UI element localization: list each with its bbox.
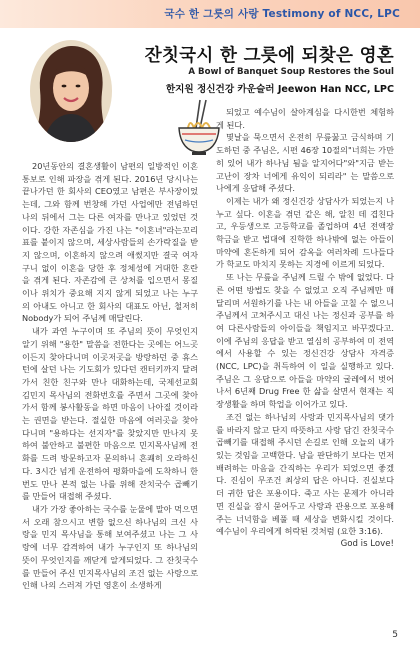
paragraph: 20년동안의 결혼생활이 남편의 일방적인 이혼 통보로 인해 파장을 겪게 된다. 2016년 당시나는 끝나가던 한 회사의 CEO였고 남편은 부사장이었는데, 그와 함께 번창해 가던 사업에만 전념하던 나의 뒤에서 그는 다른 여자를 만나고 있었던 것이다. 강한 자존심을 가진 나는 "이혼녀"라는꼬리표를 붙이지 않으며, 세상사람들의 손가락질을 받지 않으며, 이혼하지 않으려 애썼지만 결국 여자구니 없이 이혼을 당한 후 정체성에 거대한 혼란을 겪게 된다. 자존감에 큰 상처를 입으면서 몽질이나 위치가 중요해 지지 않게 되었고 나는 누구의 아내도 아니고 한 회사의 대표도 아닌, 철저히 Nobody가 되어 주님께 매달린다. xyxy=(22,161,198,324)
paragraph: 되었고 예수님이 살아계심을 다시한번 체험하게 된다. xyxy=(216,107,394,130)
closing-line: God is Love! xyxy=(340,538,394,549)
author-photo xyxy=(30,40,112,142)
paragraph: 이제는 내가 왜 정신건강 상담사가 되었는지 나누고 싶다. 이혼을 겪던 같은 해, 알친 데 겹친다고, 우등생으로 고등학교를 졸업하며 4년 전액장학금을 받고 법대에 진학한 하나밖에 없는 아들이 마약에 혼돈하게 되어 감옥을 여러차례 드나들다가 학교도 마치지 못하는 지경에 이르게 되었다. xyxy=(216,195,394,270)
paragraph: 내가 과연 누구이며 또 주님의 뜻이 무엇인지 알기 위해 "용한" 말씀을 전한다는 곳에는 어느곳이든지 찾아다니며 이곳저곳을 방랑하던 중 휴스턴에 살던 나는 기도회가 있다던 캔터키까지 달려가서 친한 친구와 만나 대화하는데, 국제선교회 김민지 목사님의 전화번호를 주면서 그곳에 찾아가서 함께 봉사활동을 하면 마음이 나아질 것이라는 권면을 받는다. 절실한 마음에 여러곳을 찾아다니며 "용하다는 선지자"를 찾았지만 만나지 못하여 불안하고 불편한 마음으로 민지목사님께 전화를 드려 방문하고자 문의하니 흔쾌히 오라하신다. 3시간 넘게 운전하여 평화마을에 도착하니 한번도 만나 본적 없는 나를 위해 잔치국수 곱빼기를 만들어 대접해 주셨다. xyxy=(22,326,198,502)
left-column xyxy=(22,160,198,640)
running-header: 국수 한 그릇의 사랑 Testimony of NCC, LPC xyxy=(164,8,400,20)
author-byline: 한지원 정신건강 카운슬러 Jeewon Han NCC, LPC xyxy=(165,84,394,95)
paragraph: 또 나는 무릎을 주님께 드릴 수 밖에 없었다. 다른 어떤 방법도 찾을 수 없었고 오직 주님께만 매달리며 서원하기를 나는 내 아들을 고칠 수 없으니 주님께서 고쳐주시고 대신 나는 정신과 공부를 하여 다른사람들의 아이들을 책임지고 바꾸겠다고. 이에 주님의 응답을 받고 열심히 공부하여 미 전역에서 사용할 수 있는 정신건강 상담사 자격증 (NCC, LPC)을 취득하여 이 일을 실행하고 있다. 주님은 그 응답으로 아들을 마약의 굴레에서 벗어나서 6년째 Drug Free 한 삶을 살면서 현재는 직장생활을 하며 학업을 이어가고 있다. xyxy=(216,272,394,410)
article-title-korean: 잔칫국시 한 그릇에 되찾은 영혼 xyxy=(144,46,394,66)
paragraph: 몇날을 묵으면서 온전히 무릎꿇고 금식하며 기도하던 중 주님은, 시편 46장 10절의"너희는 가만히 있어 내가 하나님 됨을 알지어다"와"지금 받는 고난이 장차 너에게 유익이 되리라" 는 말씀으로 나에게 응답해 주셨다. xyxy=(216,132,394,194)
paragraph: 내가 가장 좋아하는 국수를 눈물에 말아 먹으면서 오래 참으시고 변함 없으신 하나님의 크신 사랑을 민지 목사님을 통해 보여주셨고 나는 그 사랑에 너무 감격하여 내가 누구인지 또 하나님의 뜻이 무엇인지를 깨닫게 알게되었다. 그 잔칫국수를 만들어 주신 민지목사님의 조건 없는 사랑으로 인해 나의 스러져 가던 영혼이 소생하게 xyxy=(22,503,198,591)
article-title-english: A Bowl of Banquet Soup Restores the Soul xyxy=(188,67,394,77)
paragraph: 조건 없는 하나님의 사랑과 민지목사님의 댓가를 바라지 않고 단지 따뜻하고 사랑 담긴 잔칫국수 곱빼기를 대접해 주시던 손길로 인해 오늘의 내가 있는 것임을 고백한다. 남을 판단하기 보다는 먼저 배려하는 마음을 간직하는 우리가 되었으면 좋겠다. 진심이 무조건 최상의 답은 아니다. 진실보다 더 귀한 답은 포용이다. 죽고 사는 문제가 아니라면 진실을 잠시 묻어두고 사랑과 관용으로 포용해 주는 너넉함을 베풀 때 세상을 변화시킬 것이다. 예수님이 우리에게 허락된 것처럼 (요한 3:16). xyxy=(216,411,394,537)
page-number: 5 xyxy=(392,630,398,640)
right-column xyxy=(216,106,394,626)
